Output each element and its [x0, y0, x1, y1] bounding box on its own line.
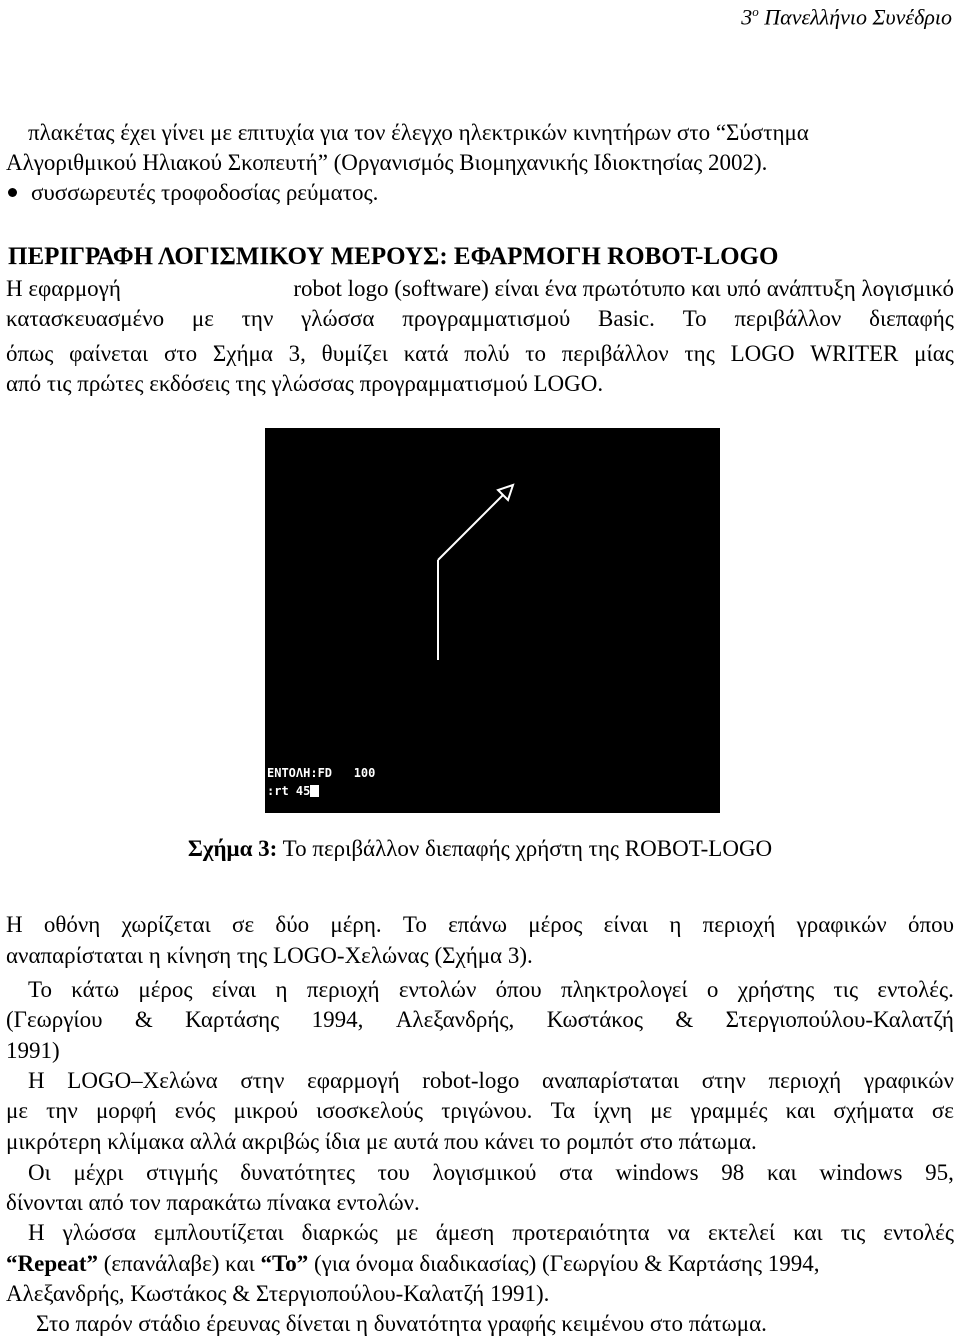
word: στην — [701, 1068, 746, 1093]
word: Το — [28, 977, 52, 1002]
word: LOGO–Χελώνα — [67, 1068, 218, 1093]
word: στο — [163, 341, 198, 366]
para1-line-3 — [6, 339, 954, 369]
word: με — [6, 1098, 28, 1123]
word: είναι — [211, 977, 257, 1002]
word: της — [684, 341, 715, 366]
word: windows — [615, 1160, 699, 1185]
word: δύο — [275, 912, 310, 937]
word: στιγμής — [146, 1160, 218, 1185]
word: με — [191, 306, 214, 331]
word: μικρού — [233, 1098, 299, 1123]
intro-line-2: Αλγοριθμικού Ηλιακού Σκοπευτή” (Οργανισμός Βιομηχανικής Ιδιοκτησίας 2002). — [6, 150, 768, 175]
word: μορφή — [95, 1098, 157, 1123]
intro-line-1: πλακέτας έχει γίνει με επιτυχία για τον έλεγχο ηλεκτρικών κινητήρων στο “Σύστημα — [28, 120, 809, 145]
word: επάνω — [448, 912, 507, 937]
word: την — [241, 306, 274, 331]
word: Αλεξανδρής, — [395, 1007, 515, 1032]
word: μέρος — [138, 977, 193, 1002]
page-header: $3^o$ Πανελλήνιο Συνέδριο — [741, 4, 952, 30]
word: γραφικών — [863, 1068, 954, 1093]
word: προτεραιότητα — [512, 1220, 650, 1245]
word: ισοσκελούς — [316, 1098, 424, 1123]
word: (Γεωργίου — [6, 1007, 103, 1032]
word: όπως — [6, 341, 54, 366]
word: Η — [6, 912, 23, 937]
word: του — [377, 1160, 410, 1185]
para2-line-3 — [28, 975, 954, 1005]
word: δυνατότητες — [240, 1160, 355, 1185]
word: σε — [931, 1098, 954, 1123]
figure-caption: Σχήμα 3: Το περιβάλλον διεπαφής χρήστη της ROBOT-LOGO — [187, 836, 773, 861]
para1-line-4: από τις πρώτες εκδόσεις της γλώσσας προγραμματισμού LOGO. — [6, 371, 604, 396]
word: γραφικών — [796, 912, 887, 937]
word: περιβάλλον — [561, 341, 669, 366]
word: τριγώνου. — [441, 1098, 533, 1123]
word: Οι — [28, 1160, 51, 1185]
word: στα — [559, 1160, 593, 1185]
word: Τα — [550, 1098, 576, 1123]
word: γλώσσα — [301, 306, 375, 331]
word: μέρος — [528, 912, 583, 937]
word: τις — [833, 977, 859, 1002]
word: & — [134, 1007, 153, 1032]
para2-line-12: “Repeat” (επανάλαβε) και “To” (για όνομα διαδικασίας) (Γεωργίου & Καρτάσης 1994, — [6, 1251, 820, 1276]
word: και — [793, 1220, 823, 1245]
word: 1994, — [311, 1007, 364, 1032]
word: σχήματα — [833, 1098, 914, 1123]
word: Το — [402, 912, 427, 937]
word: ενός — [174, 1098, 216, 1123]
word: και — [785, 1098, 816, 1123]
word: Σχήμα — [212, 341, 273, 366]
para1-line-1 — [6, 274, 954, 304]
word: 3, — [288, 341, 306, 366]
word: κατασκευασμένο — [6, 306, 165, 331]
para2-line-14: Στο παρόν στάδιο έρευνας δίνεται η δυνατότητα γραφής κειμένου στο πάτωμα. — [36, 1311, 767, 1336]
word: στην — [240, 1068, 285, 1093]
word: άμεση — [435, 1220, 495, 1245]
word: φαίνεται — [69, 341, 149, 366]
word: οθόνη — [43, 912, 101, 937]
word: θυμίζει — [321, 341, 388, 366]
word: με — [395, 1220, 418, 1245]
cursor-icon — [310, 785, 319, 797]
word: Το — [682, 306, 707, 331]
word: είναι — [603, 912, 649, 937]
word: περιοχή — [768, 1068, 842, 1093]
word: χωρίζεται — [121, 912, 211, 937]
word: σε — [232, 912, 255, 937]
word: περιοχή — [702, 912, 776, 937]
word: ο — [706, 977, 719, 1002]
para2-line-7 — [6, 1096, 954, 1126]
word: γραμμές — [690, 1098, 768, 1123]
para2-line-2: αναπαρίσταται η κίνηση της LOGO-Χελώνας (Σχήμα 3). — [6, 943, 533, 968]
word: robot-logo — [422, 1068, 520, 1093]
word: χρήστης — [737, 977, 815, 1002]
para2-line-13: Αλεξανδρής, Κωστάκος & Στεργιοπούλου-Καλατζή 1991). — [6, 1281, 550, 1306]
word: λογισμικού — [432, 1160, 537, 1185]
word: πληκτρολογεί — [560, 977, 688, 1002]
para2-line-6 — [28, 1066, 954, 1096]
word: εφαρμογή — [307, 1068, 400, 1093]
word: μέρη. — [330, 912, 382, 937]
word: κάτω — [71, 977, 120, 1002]
word: τις — [840, 1220, 866, 1245]
word: εμπλουτίζεται — [153, 1220, 284, 1245]
word: εντολές. — [877, 977, 954, 1002]
para1-line-2 — [6, 304, 954, 334]
turtle-trace-diagonal — [438, 495, 503, 560]
word: προγραμματισμού — [402, 306, 571, 331]
word: μέχρι — [73, 1160, 124, 1185]
word: περιβάλλον — [734, 306, 842, 331]
word: αναπαρίσταται — [542, 1068, 680, 1093]
word: Η — [28, 1220, 45, 1245]
word: διαρκώς — [301, 1220, 378, 1245]
word: μίας — [914, 341, 954, 366]
turtle-graphics — [265, 428, 720, 813]
logo-screen — [265, 428, 720, 813]
word: περιοχή — [306, 977, 380, 1002]
word: robot logo (software) είναι ένα πρωτότυπο και υπό ανάπτυξη λογισμικό — [293, 276, 954, 301]
word: Καρτάσης — [185, 1007, 280, 1032]
para2-line-5: 1991) — [6, 1038, 60, 1063]
para2-line-4 — [6, 1005, 954, 1035]
command-line: ΕΝΤΟΛΗ:FD 100 — [267, 766, 376, 780]
word: με — [650, 1098, 673, 1123]
word: η — [275, 977, 288, 1002]
word: ίχνη — [593, 1098, 633, 1123]
para2-line-1 — [6, 910, 954, 940]
word: να — [667, 1220, 690, 1245]
word: WRITER — [810, 341, 899, 366]
word: windows — [819, 1160, 903, 1185]
word: Basic. — [598, 306, 655, 331]
word: το — [525, 341, 546, 366]
word: & — [675, 1007, 694, 1032]
word: Στεργιοπούλου-Καλατζή — [725, 1007, 954, 1032]
para2-line-11 — [28, 1218, 954, 1248]
word: την — [46, 1098, 78, 1123]
word: εκτελεί — [707, 1220, 776, 1245]
bullet-icon — [8, 188, 17, 197]
word: όπου — [495, 977, 542, 1002]
para2-line-8: μικρότερη κλίμακα αλλά ακριβώς ίδια με αυτά που κάνει το ρομπότ στο πάτωμα. — [6, 1129, 757, 1154]
word: Η εφαρμογή — [6, 276, 121, 301]
para2-line-10: δίνονται από τον παρακάτω πίνακα εντολών. — [6, 1190, 420, 1215]
word: Η — [28, 1068, 45, 1093]
word: εντολές — [883, 1220, 954, 1245]
word: κατά — [403, 341, 449, 366]
word: 95, — [925, 1160, 954, 1185]
command-input[interactable]: :rt 45 — [267, 784, 319, 798]
word: πολύ — [464, 341, 510, 366]
bullet-item: συσσωρευτές τροφοδοσίας ρεύματος. — [8, 178, 378, 208]
word: LOGO — [730, 341, 795, 366]
word: 98 — [721, 1160, 745, 1185]
word: διεπαφής — [869, 306, 954, 331]
section-heading: ΠΕΡΙΓΡΑΦΗ ΛΟΓΙΣΜΙΚΟΥ ΜΕΡΟΥΣ: ΕΦΑΡΜΟΓΗ ROBOT-LOGO — [8, 243, 779, 270]
word: εντολών — [398, 977, 477, 1002]
para2-line-9 — [28, 1158, 954, 1188]
word: και — [767, 1160, 797, 1185]
word: Κωστάκος — [546, 1007, 643, 1032]
word: η — [669, 912, 682, 937]
word: γλώσσα — [62, 1220, 136, 1245]
word: όπου — [907, 912, 954, 937]
